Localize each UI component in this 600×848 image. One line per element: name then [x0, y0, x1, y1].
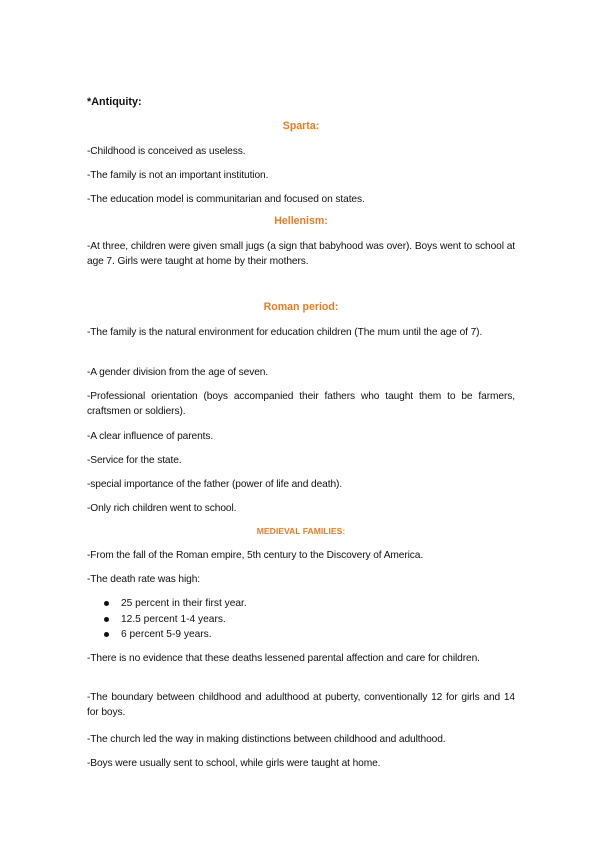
- roman-heading: Roman period:: [263, 301, 339, 313]
- sparta-line-3: -The education model is communitarian and focused on states.: [87, 194, 365, 205]
- hellenism-heading: Hellenism:: [274, 215, 328, 227]
- roman-line-2: -A gender division from the age of seven.: [87, 367, 269, 378]
- list-item: [87, 596, 515, 612]
- medieval-line-4: -The boundary between childhood and adulthood at puberty, conventionally 12 for girls and 14 for boys.: [87, 692, 515, 719]
- medieval-line-5: -The church led the way in making distinctions between childhood and adulthood.: [87, 734, 446, 745]
- sparta-line-1: -Childhood is conceived as useless.: [87, 146, 246, 157]
- roman-line-7: -Only rich children went to school.: [87, 503, 237, 514]
- medieval-heading: MEDIEVAL FAMILIES:: [256, 526, 346, 536]
- bullet-icon: [104, 601, 109, 606]
- sparta-heading: Sparta:: [282, 120, 320, 132]
- list-item-text: 25 percent in their first year.: [121, 598, 247, 609]
- list-item-text: 12.5 percent 1-4 years.: [121, 613, 226, 625]
- medieval-line-2: -The death rate was high:: [87, 574, 201, 585]
- roman-line-3: -Professional orientation (boys accompanied their fathers who taught them to be farmers, craftsmen or soldiers).: [87, 391, 515, 418]
- list-item: [87, 612, 515, 628]
- bullet-icon: [104, 632, 109, 637]
- antiquity-heading: *Antiquity:: [87, 96, 142, 108]
- roman-line-1: -The family is the natural environment for education children (The mum until the age of 7).: [87, 327, 483, 338]
- medieval-line-1: -From the fall of the Roman empire, 5th century to the Discovery of America.: [87, 550, 424, 561]
- roman-line-5: -Service for the state.: [87, 455, 182, 466]
- roman-line-6: -special importance of the father (power of life and death).: [87, 479, 343, 490]
- bullet-icon: [104, 617, 109, 622]
- medieval-line-3: -There is no evidence that these deaths lessened parental affection and care for children.: [87, 653, 480, 664]
- list-item-text: 6 percent 5-9 years.: [121, 629, 212, 641]
- medieval-line-6: -Boys were usually sent to school, while girls were taught at home.: [87, 758, 381, 769]
- list-item: [87, 627, 515, 643]
- sparta-line-2: -The family is not an important institution.: [87, 170, 269, 181]
- roman-line-4: -A clear influence of parents.: [87, 431, 214, 442]
- death-rate-list: [87, 596, 515, 643]
- hellenism-paragraph: -At three, children were given small jugs (a sign that babyhood was over). Boys went to school at age 7. Girls were taught at home by their mothers.: [87, 241, 515, 268]
